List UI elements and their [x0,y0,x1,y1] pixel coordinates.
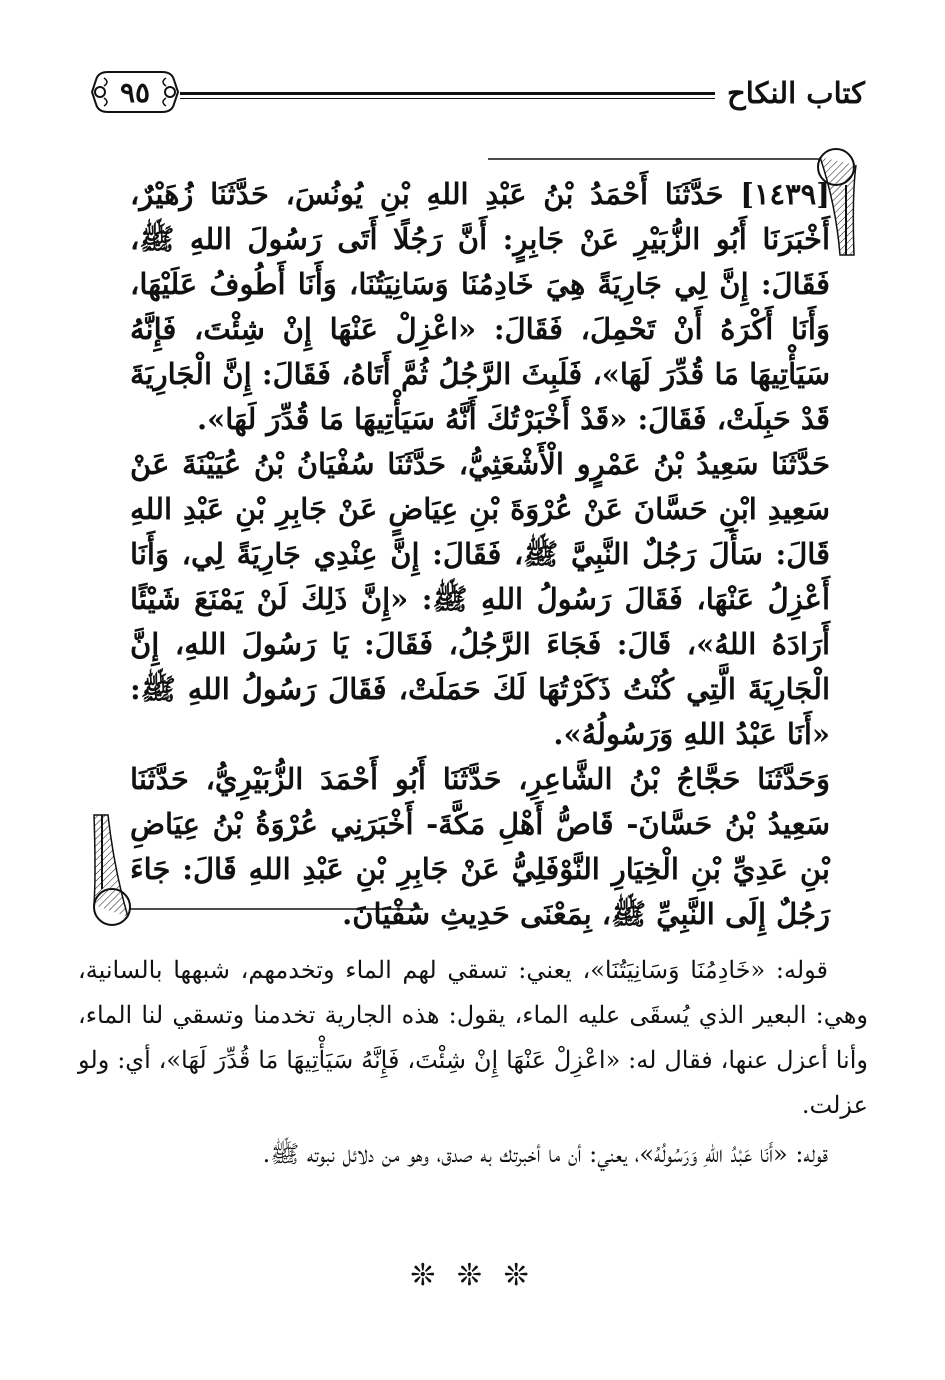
page-header [80,62,865,122]
hadith-paragraph: وَحَدَّثَنَا حَجَّاجُ بْنُ الشَّاعِرِ، حَدَّثَنَا أَبُو أَحْمَدَ الزُّبَيْرِيُّ، حَدَّثَنَا سَعِيدُ بْنُ حَسَّانَ- قَاصُّ أَهْلِ مَكَّةَ- أَخْبَرَنِي عُرْوَةُ بْنُ عِيَاضِ بْنِ عَدِيِّ بْنِ الْخِيَارِ النَّوْفَلِيُّ عَنْ جَابِرِ بْنِ عَبْدِ اللهِ قَالَ: جَاءَ رَجُلٌ إِلَى النَّبِيِّ ﷺ، بِمَعْنَى حَدِيثِ سُفْيَانَ. [130,762,830,931]
hadith-paragraph: [١٤٣٩] حَدَّثَنَا أَحْمَدُ بْنُ عَبْدِ اللهِ بْنِ يُونُسَ، حَدَّثَنَا زُهَيْرٌ، أَخْبَرَنَا أَبُو الزُّبَيْرِ عَنْ جَابِرٍ: أَنَّ رَجُلًا أَتَى رَسُولَ اللهِ ﷺ، فَقَالَ: إِنَّ لِي جَارِيَةً هِيَ خَادِمُنَا وَسَانِيَتُنَا، وَأَنَا أَطُوفُ عَلَيْهَا، وَأَنَا أَكْرَهُ أَنْ تَحْمِلَ، فَقَالَ: «اعْزِلْ عَنْهَا إِنْ شِئْتَ، فَإِنَّهُ سَيَأْتِيهَا مَا قُدِّرَ لَهَا»، فَلَبِثَ الرَّجُلُ ثُمَّ أَتَاهُ، فَقَالَ: إِنَّ الْجَارِيَةَ قَدْ حَبِلَتْ، فَقَالَ: «قَدْ أَخْبَرْتُكَ أَنَّهُ سَيَأْتِيهَا مَا قُدِّرَ لَهَا». [130,177,830,436]
page-number-badge [90,66,180,118]
section-end-ornament: ❊ ❊ ❊ [410,1258,535,1293]
commentary-paragraph: قوله: «أَنَا عَبْدُ اللهِ وَرَسُولُهُ»، يعني: أن ما أخبرتك به صدق، وهو من دلائل نبوته ﷺ. [262,1140,828,1168]
page-number: ٩٥ [119,76,151,109]
book-title: كتاب النكاح [726,76,865,110]
header-rule-thin [180,98,715,99]
header-rule [180,92,715,95]
commentary-paragraph: قوله: «خَادِمُنَا وَسَانِيَتُنَا»، يعني: تسقي لهم الماء وتخدمهم، شبهها بالسانية، وهي: البعير الذي يُسقَى عليه الماء، يقول: هذه الجارية تخدمنا وتسقي لنا الماء، وأنا أعزل عنها، فقال له: «اعْزِلْ عَنْهَا إِنْ شِئْتَ، فَإِنَّهُ سَيَأْتِيهَا مَا قُدِّرَ لَهَا»، أي: ولو عزلت. [78,956,868,1119]
hadith-paragraph: حَدَّثَنَا سَعِيدُ بْنُ عَمْرٍو الْأَشْعَثِيُّ، حَدَّثَنَا سُفْيَانُ بْنُ عُيَيْنَةَ عَنْ سَعِيدِ ابْنِ حَسَّانَ عَنْ عُرْوَةَ بْنِ عِيَاضٍ عَنْ جَابِرِ بْنِ عَبْدِ اللهِ قَالَ: سَأَلَ رَجُلٌ النَّبِيَّ ﷺ، فَقَالَ: إِنَّ عِنْدِي جَارِيَةً لِي، وَأَنَا أَعْزِلُ عَنْهَا، فَقَالَ رَسُولُ اللهِ ﷺ: «إِنَّ ذَلِكَ لَنْ يَمْنَعَ شَيْئًا أَرَادَهُ اللهُ»، قَالَ: فَجَاءَ الرَّجُلُ، فَقَالَ: يَا رَسُولَ اللهِ، إِنَّ الْجَارِيَةَ الَّتِي كُنْتُ ذَكَرْتُهَا لَكَ حَمَلَتْ، فَقَالَ رَسُولُ اللهِ ﷺ: «أَنَا عَبْدُ اللهِ وَرَسُولُهُ». [130,447,830,751]
hadith-text [130,172,830,937]
commentary-text [78,948,868,1181]
